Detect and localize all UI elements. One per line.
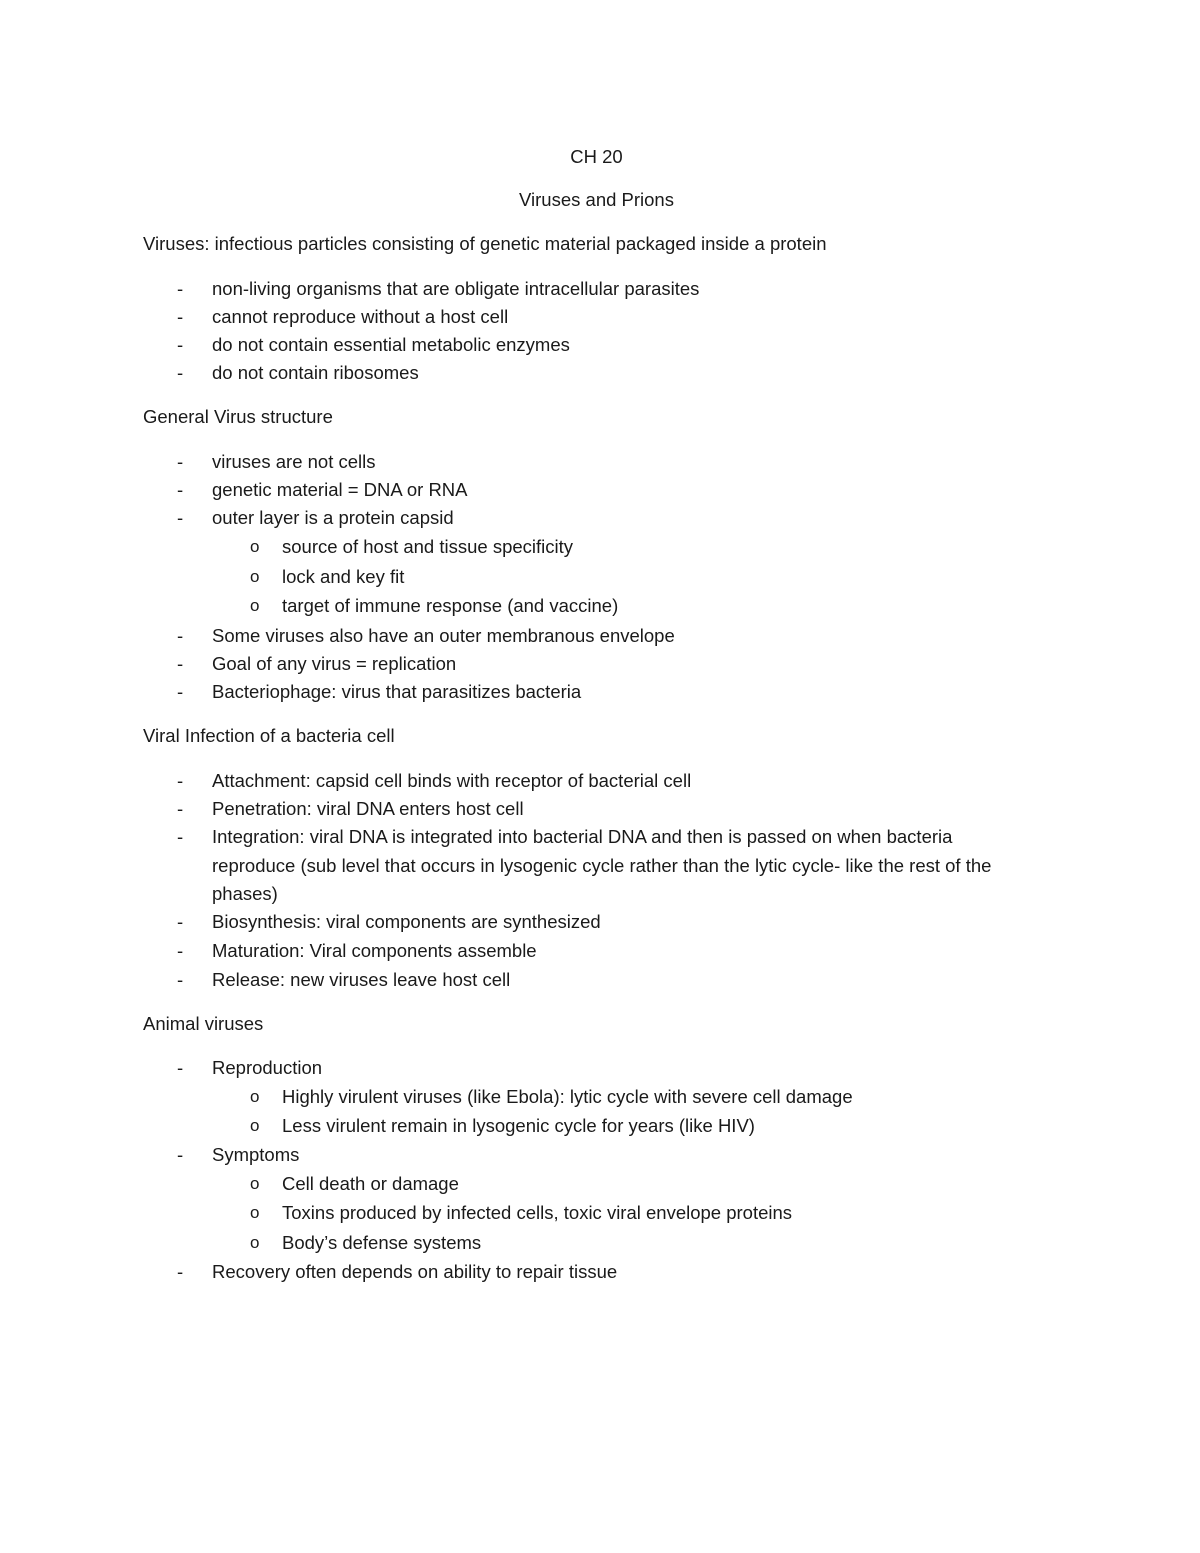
sub-list-item-text: Highly virulent viruses (like Ebola): lytic cycle with severe cell damage — [282, 1086, 853, 1107]
dash-bullet: - — [177, 911, 184, 932]
dash-bullet: - — [177, 479, 184, 500]
dash-bullet: - — [177, 770, 184, 791]
section-heading-structure: General Virus structure — [143, 406, 333, 427]
chapter-title: CH 20 — [570, 146, 623, 167]
list-item-text: non-living organisms that are obligate intracellular parasites — [212, 278, 700, 299]
list-item-text: Attachment: capsid cell binds with receptor of bacterial cell — [212, 770, 692, 791]
list-item-text: do not contain essential metabolic enzymes — [212, 334, 570, 355]
section-heading-viruses: Viruses: infectious particles consisting of genetic material packaged inside a protein — [143, 233, 827, 254]
list-item-text: cannot reproduce without a host cell — [212, 306, 509, 327]
list-item-text: do not contain ribosomes — [212, 362, 419, 383]
circle-bullet: o — [250, 1116, 260, 1135]
list-item-text: viruses are not cells — [212, 451, 376, 472]
circle-bullet: o — [250, 1203, 260, 1222]
dash-bullet: - — [177, 1144, 184, 1165]
list-item-text: Penetration: viral DNA enters host cell — [212, 798, 524, 819]
sub-list-item-text: Body’s defense systems — [282, 1232, 482, 1253]
dash-bullet: - — [177, 362, 184, 383]
circle-bullet: o — [250, 1174, 260, 1193]
list-item-text: reproduce (sub level that occurs in lysogenic cycle rather than the lytic cycle- like the rest of the — [212, 855, 992, 876]
list-item-text: Recovery often depends on ability to repair tissue — [212, 1261, 618, 1282]
list-item-text: Release: new viruses leave host cell — [212, 969, 511, 990]
list-item-text: outer layer is a protein capsid — [212, 507, 454, 528]
section-heading-animal: Animal viruses — [143, 1013, 264, 1034]
list-item-text: Symptoms — [212, 1144, 300, 1165]
sub-list-item-text: target of immune response (and vaccine) — [282, 595, 619, 616]
dash-bullet: - — [177, 798, 184, 819]
section-heading-infection: Viral Infection of a bacteria cell — [143, 725, 395, 746]
sub-list-item-text: lock and key fit — [282, 566, 405, 587]
dash-bullet: - — [177, 507, 184, 528]
sub-list-item-text: source of host and tissue specificity — [282, 536, 574, 557]
circle-bullet: o — [250, 1087, 260, 1106]
dash-bullet: - — [177, 1261, 184, 1282]
circle-bullet: o — [250, 1233, 260, 1252]
list-item-text: phases) — [212, 883, 278, 904]
dash-bullet: - — [177, 451, 184, 472]
dash-bullet: - — [177, 940, 184, 961]
circle-bullet: o — [250, 537, 260, 556]
list-item-text: Integration: viral DNA is integrated into bacterial DNA and then is passed on when bacteria — [212, 826, 953, 847]
sub-list-item-text: Cell death or damage — [282, 1173, 459, 1194]
dash-bullet: - — [177, 969, 184, 990]
circle-bullet: o — [250, 596, 260, 615]
list-item-text: Maturation: Viral components assemble — [212, 940, 537, 961]
dash-bullet: - — [177, 334, 184, 355]
list-item-text: Biosynthesis: viral components are synthesized — [212, 911, 601, 932]
dash-bullet: - — [177, 653, 184, 674]
dash-bullet: - — [177, 306, 184, 327]
dash-bullet: - — [177, 278, 184, 299]
circle-bullet: o — [250, 567, 260, 586]
list-item-text: Reproduction — [212, 1057, 323, 1078]
sub-list-item-text: Toxins produced by infected cells, toxic viral envelope proteins — [282, 1202, 793, 1223]
dash-bullet: - — [177, 1057, 184, 1078]
dash-bullet: - — [177, 625, 184, 646]
list-item-text: genetic material = DNA or RNA — [212, 479, 468, 500]
dash-bullet: - — [177, 826, 184, 847]
sub-list-item-text: Less virulent remain in lysogenic cycle for years (like HIV) — [282, 1115, 755, 1136]
dash-bullet: - — [177, 681, 184, 702]
list-item-text: Some viruses also have an outer membranous envelope — [212, 625, 675, 646]
document-subtitle: Viruses and Prions — [519, 189, 674, 210]
list-item-text: Goal of any virus = replication — [212, 653, 457, 674]
list-item-text: Bacteriophage: virus that parasitizes bacteria — [212, 681, 582, 702]
